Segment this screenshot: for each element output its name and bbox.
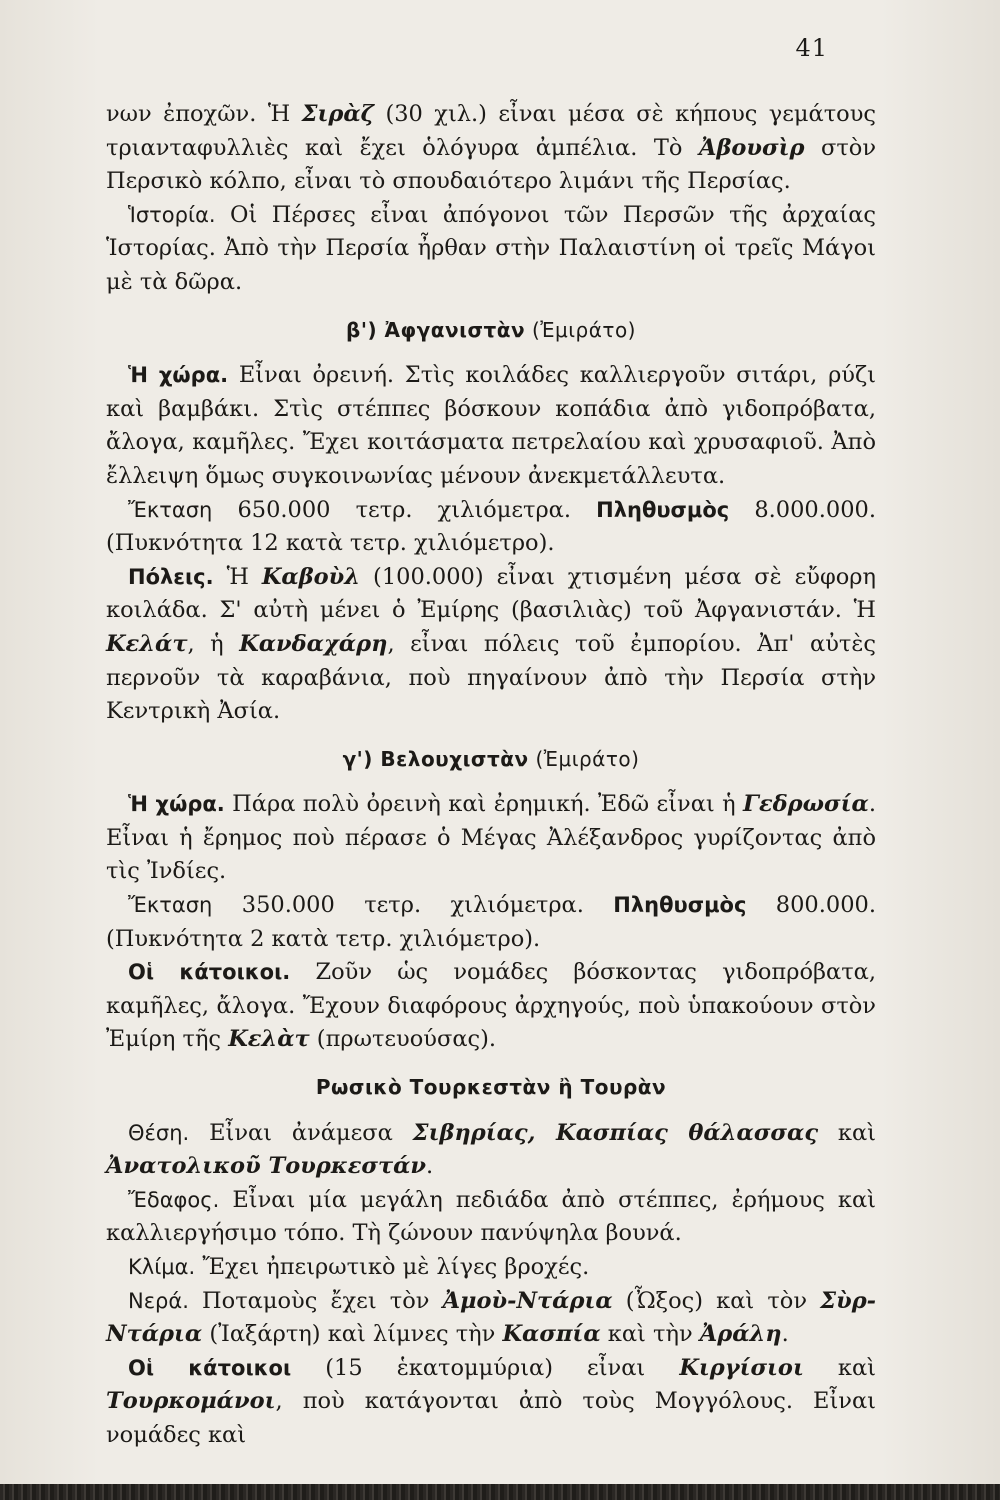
paragraph-baluch-inhabitants xyxy=(106,956,876,1057)
text: . Εἶναι ἡ ἔρημος ποὺ πέρασε ὁ Μέγας Ἀλέξανδρος γυρίζοντας ἀπὸ τὶς Ἰνδίες. xyxy=(106,791,876,885)
paragraph-label: Θέση. xyxy=(128,1120,190,1145)
place-name: Κασπία xyxy=(502,1321,601,1348)
section-heading-turkestan xyxy=(106,1071,876,1105)
text: (Ἰαξάρτη) καὶ λίμνες τὴν xyxy=(202,1321,503,1348)
paragraph-shiraz xyxy=(106,98,876,199)
paragraph-afghan-cities xyxy=(106,561,876,729)
section-title: γ') Βελουχιστὰν xyxy=(342,746,529,771)
text: 8.000.000. (Πυκνότητα 12 κατὰ τετρ. χιλιόμετρο). xyxy=(106,496,876,557)
text: 650.000 τετρ. χιλιόμετρα. xyxy=(212,496,597,523)
text: Ἔχει ἠπειρωτικὸ μὲ λίγες βροχές. xyxy=(195,1254,590,1280)
paragraph-label: Ἔδαφος. xyxy=(128,1187,220,1212)
place-name: Σὺρ-Ντάρια xyxy=(106,1287,876,1348)
paragraph-label: Ἡ χώρα. xyxy=(128,792,225,817)
paragraph-afghan-area xyxy=(106,494,876,561)
place-name: Σιρὰζ xyxy=(301,101,374,127)
place-name: Ἀβουσὶρ xyxy=(698,134,805,161)
text: Εἶναι ὀρεινή. Στὶς κοιλάδες καλλιεργοῦν σιτάρι, ρύζι καὶ βαμβάκι. Στὶς στέππες βόσκουν κοπάδια ἀπὸ γιδοπρόβατα, ἄλογα, καμῆλες. Ἔχει κοιτάσματα πετρελαίου καὶ χρυσαφιοῦ. Ἀπὸ ἔλλειψη ὅμως συγκοινωνίας μένουν ἀνεκμετάλλευτα. xyxy=(106,362,876,489)
paragraph-label: Ἱστορία. xyxy=(128,202,216,227)
paragraph-label: Οἱ κάτοικοι xyxy=(128,1355,292,1380)
people-name: Τουρκομάνοι xyxy=(106,1388,276,1415)
text: 350.000 τετρ. χιλιόμετρα. xyxy=(212,892,614,919)
paragraph-label: Πόλεις. xyxy=(128,564,214,589)
text: Εἶναι μία μεγάλη πεδιάδα ἀπὸ στέππες, ἐρήμους καὶ καλλιεργήσιμο τόπο. Τὴ ζώνουν πανύψηλα βουνά. xyxy=(106,1186,876,1247)
text: (Ὦξος) καὶ τὸν xyxy=(612,1287,821,1314)
place-name: Κελάτ xyxy=(106,630,188,657)
text: Πάρα πολὺ ὀρεινὴ καὶ ἐρημική. Ἐδῶ εἶναι ἡ xyxy=(224,791,743,818)
paragraph-label: Οἱ κάτοικοι. xyxy=(128,960,291,985)
page-body xyxy=(106,98,876,1453)
text: , εἶναι πόλεις τοῦ ἐμπορίου. Ἀπ' αὐτὲς περνοῦν τὰ καραβάνια, ποὺ πηγαίνουν ἀπὸ τὴν Περσία στὴν Κεντρικὴ Ἀσία. xyxy=(106,630,877,725)
section-heading-afghanistan xyxy=(106,314,876,348)
text: Εἶναι ἀνάμεσα xyxy=(189,1119,413,1146)
paragraph-label: Ἔκταση xyxy=(128,497,213,522)
text: (100.000) εἶναι χτισμένη μέσα σὲ εὔφορη κοιλάδα. Σ' αὐτὴ μένει ὁ Ἐμίρης (βασιλιὰς) τοῦ Ἀφγανιστάν. Ἡ xyxy=(106,563,876,624)
text: (15 ἑκατομμύρια) εἶναι xyxy=(291,1354,680,1381)
place-name: Ἀνατολικοῦ Τουρκεστάν xyxy=(106,1153,427,1180)
page-number: 41 xyxy=(795,34,828,62)
text: καὶ xyxy=(803,1354,876,1381)
text: , ἡ xyxy=(187,630,240,657)
section-title: Ρωσικὸ Τουρκεστὰν ἢ Τουρὰν xyxy=(315,1075,667,1100)
text: 800.000. (Πυκνότητα 2 κατὰ τετρ. χιλιόμετρο). xyxy=(106,892,876,952)
people-name: Κιργίσιοι xyxy=(679,1354,804,1381)
place-name: Κανδαχάρη xyxy=(239,630,388,657)
paragraph-turk-waters xyxy=(106,1285,876,1352)
text: καὶ xyxy=(818,1119,876,1146)
place-name: Ἀράλη xyxy=(699,1321,782,1348)
section-note: (Ἐμιράτο) xyxy=(525,317,636,342)
page-bottom-edge xyxy=(0,1484,1000,1500)
place-name: Κελὰτ xyxy=(228,1026,310,1053)
paragraph-baluch-area xyxy=(106,889,876,956)
place-name: Ἀμοὺ-Ντάρια xyxy=(442,1287,613,1314)
section-heading-baluchistan xyxy=(106,743,876,777)
paragraph-turk-position xyxy=(106,1117,876,1184)
paragraph-label: Ἔκταση xyxy=(128,893,213,918)
paragraph-turk-terrain xyxy=(106,1184,876,1251)
paragraph-label: Πληθυσμὸς xyxy=(613,893,747,918)
text: στὸν Περσικὸ κόλπο, εἶναι τὸ σπουδαιότερο λιμάνι τῆς Περσίας. xyxy=(106,134,877,195)
text: καὶ τὴν xyxy=(600,1321,700,1348)
text: Ποταμοὺς ἔχει τὸν xyxy=(188,1287,443,1314)
paragraph-baluch-land xyxy=(106,788,876,889)
text: . xyxy=(426,1153,434,1180)
text: Οἱ Πέρσες εἶναι ἀπόγονοι τῶν Περσῶν τῆς ἀρχαίας Ἱστορίας. Ἀπὸ τὴν Περσία ἦρθαν στὴν Παλαιστίνη οἱ τρεῖς Μάγοι μὲ τὰ δῶρα. xyxy=(106,201,876,295)
paragraph-history xyxy=(106,199,876,300)
paragraph-label: Νερά. xyxy=(128,1288,189,1313)
text: , ποὺ κατάγονται ἀπὸ τοὺς Μογγόλους. Εἶναι νομάδες καὶ xyxy=(106,1388,876,1448)
section-note: (Ἐμιράτο) xyxy=(528,746,640,771)
place-name: Γεδρωσία xyxy=(743,791,869,818)
paragraph-label: Πληθυσμὸς xyxy=(596,497,730,522)
text: Ζοῦν ὡς νομάδες βόσκοντας γιδοπρόβατα, καμῆλες, ἄλογα. Ἔχουν διαφόρους ἀρχηγούς, ποὺ ὑπακούουν στὸν Ἐμίρη τῆς xyxy=(106,959,876,1053)
place-name: Σιβηρίας, Κασπίας θάλασσας xyxy=(412,1119,819,1146)
paragraph-turk-inhabitants xyxy=(106,1352,876,1453)
paragraph-label: Ἡ χώρα. xyxy=(128,363,229,388)
text: (πρωτευούσας). xyxy=(309,1026,497,1053)
text: . xyxy=(781,1321,789,1348)
paragraph-label: Κλίμα. xyxy=(128,1255,196,1279)
text: νων ἐποχῶν. Ἡ xyxy=(106,101,302,127)
section-title: β') Ἀφγανιστὰν xyxy=(346,317,526,342)
place-name: Καβοὺλ xyxy=(261,563,361,590)
text: Ἡ xyxy=(213,563,262,590)
paragraph-turk-climate xyxy=(106,1251,876,1285)
text: (30 χιλ.) εἶναι μέσα σὲ κήπους γεμάτους τριανταφυλλιὲς καὶ ἔχει ὁλόγυρα ἀμπέλια. Τὸ xyxy=(106,101,876,161)
paragraph-afghan-land xyxy=(106,359,876,493)
